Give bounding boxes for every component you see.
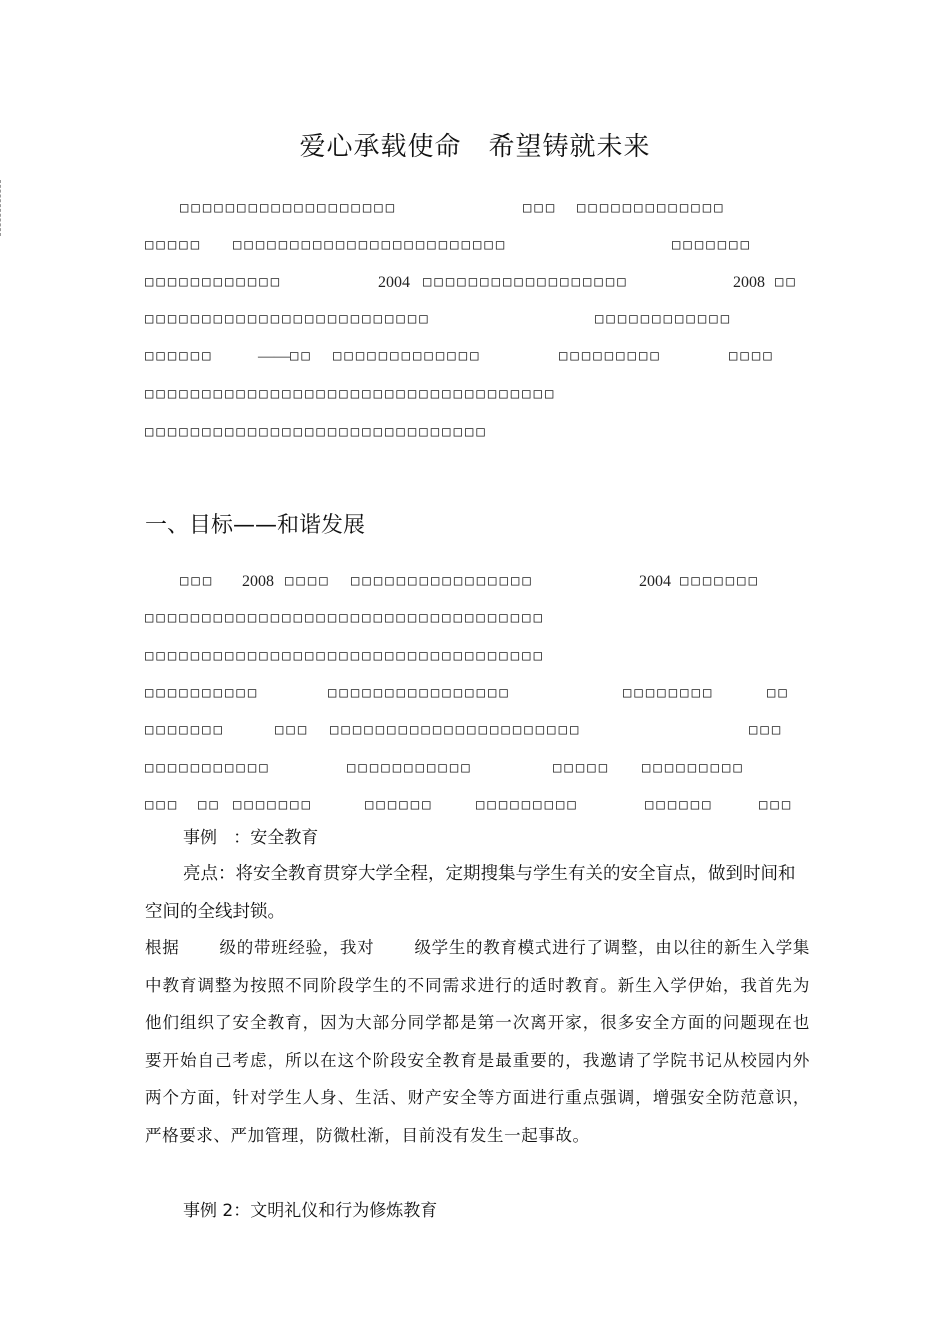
garbled-line-7: □□□□□□□□□□□□□□□□□□□□□□□□□□□□□□ xyxy=(145,424,488,440)
garbled-line-14: □□□ □□ □□□□□□□ □□□□□□ □□□□□□□□□ □□□□□□ □□□ xyxy=(145,797,794,813)
case-1-title: ：安全教育 xyxy=(233,828,319,848)
garbled-line-6: □□□□□□□□□□□□□□□□□□□□□□□□□□□□□□□□□□□□ xyxy=(145,386,557,402)
garbled-line-11: □□□□□□□□□□ □□□□□□□□□□□□□□□□ □□□□□□□□ □□ xyxy=(145,685,790,701)
garbled-line-10: □□□□□□□□□□□□□□□□□□□□□□□□□□□□□□□□□□□ xyxy=(145,648,546,664)
case-1-heading xyxy=(183,823,318,848)
body-1-part-3: 级学生的教育模式进行了调整，由以往的新生入学集中教育调整为按照不同阶段学生的不同需求进行的适时教育。新生入学伊始，我首先为他们组织了安全教育，因为大部分同学都是第一次离开家，很多安全方面的问题现在也要开始自己考虑，所以在这个阶段安全教育是最重要的，我邀请了学院书记从校园内外两个方面，针对学生人身、生活、财产安全等方面进行重点强调，增强安全防范意识，严格要求、严加管理，防微杜渐，目前没有发生一起事故。 xyxy=(145,938,810,1145)
garbled-line-1: □□□□□□□□□□□□□□□□□□□ □□□ □□□□□□□□□□□□□ xyxy=(180,200,726,216)
page-title: 爱心承载使命 希望铸就未来 xyxy=(299,132,651,162)
body-paragraph-1 xyxy=(145,929,810,1154)
highlight-1: 亮点：将安全教育贯穿大学全程，定期搜集与学生有关的安全盲点，做到时间和空间的全线封锁。 xyxy=(145,864,796,922)
body-1-part-1: 根据 xyxy=(145,938,180,957)
garbled-line-13: □□□□□□□□□□□ □□□□□□□□□□□ □□□□□ □□□□□□□□□ xyxy=(145,760,745,776)
section-heading-1: 一、目标——和谐发展 xyxy=(145,513,366,538)
garbled-line-4: □□□□□□□□□□□□□□□□□□□□□□□□□ □□□□□□□□□□□□ xyxy=(145,311,733,327)
garbled-line-9: □□□□□□□□□□□□□□□□□□□□□□□□□□□□□□□□□□□ xyxy=(145,610,546,626)
garbled-line-12: □□□□□□□ □□□ □□□□□□□□□□□□□□□□□□□□□□ □□□ xyxy=(145,722,784,738)
garbled-line-2: □□□□□ □□□□□□□□□□□□□□□□□□□□□□□□ □□□□□□□ xyxy=(145,237,753,253)
garbled-line-8: □□□ 2008 □□□□ □□□□□□□□□□□□□□□□ 2004 □□□□□□□ xyxy=(180,573,761,590)
case-2-heading: 事例 2：文明礼仪和行为修炼教育 xyxy=(183,1201,438,1221)
body-1-part-2: 级的带班经验，我对 xyxy=(219,938,375,957)
garbled-line-5: □□□□□□ —— □□ □□□□□□□□□□□□□ □□□□□□□□□ □□□□ xyxy=(145,348,775,365)
garbled-line-3: □□□□□□□□□□□□ 2004 □□□□□□□□□□□□□□□□□□ 2008 □□ xyxy=(145,274,798,291)
case-1-label: 事例 xyxy=(183,828,217,848)
margin-mark xyxy=(0,180,4,236)
